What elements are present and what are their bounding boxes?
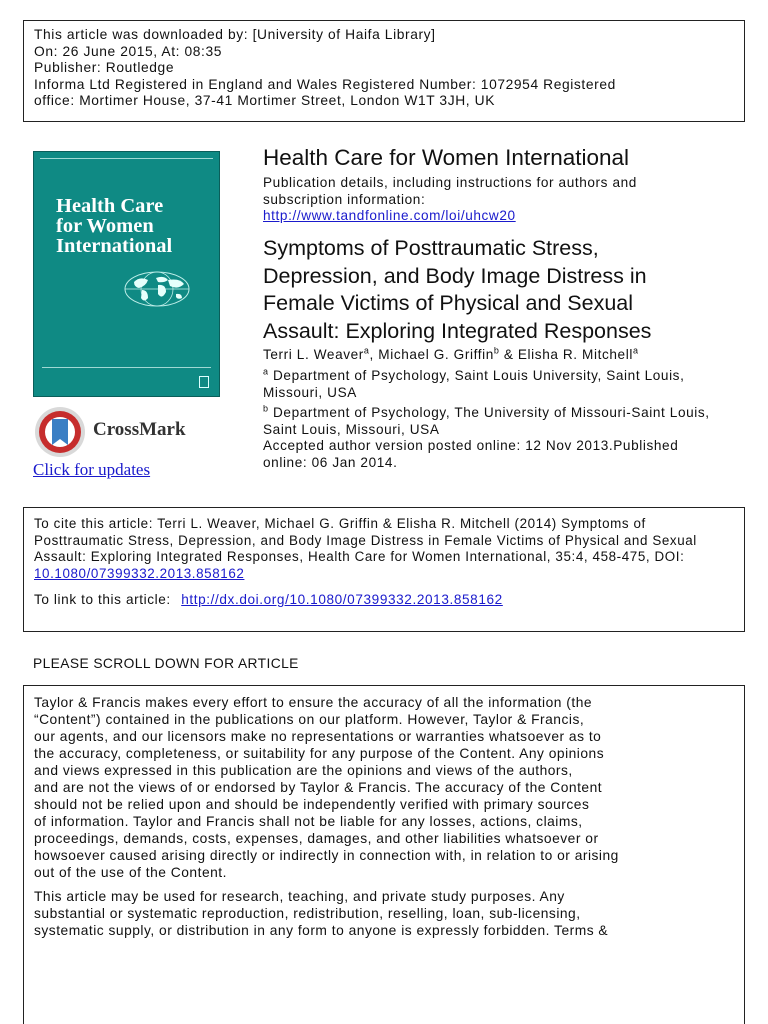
authors-line	[263, 347, 639, 364]
author-affil-mark: a	[363, 345, 370, 356]
article-title-line: Depression, and Body Image Distress in	[263, 263, 647, 288]
author-affil-mark: b	[493, 345, 500, 356]
download-date-line: On: 26 June 2015, At: 08:35	[34, 43, 223, 59]
doi-link[interactable]: 10.1080/07399332.2013.858162	[34, 565, 245, 581]
download-info-box	[23, 20, 745, 122]
citation-box	[23, 507, 745, 632]
author-affil-mark: a	[632, 345, 639, 356]
usage-line: This article may be used for research, teaching, and private study purposes. Any	[34, 889, 565, 904]
affiliation-text: Department of Psychology, The University of Missouri-Saint Louis,	[273, 405, 710, 420]
author-name: Elisha R. Mitchell	[517, 347, 633, 362]
usage-line: systematic supply, or distribution in any form to anyone is expressly forbidden. Terms &	[34, 923, 609, 938]
article-link-row	[34, 592, 734, 607]
disclaimer-line: and views expressed in this publication are the opinions and views of the authors,	[34, 763, 573, 778]
article-title-line: Assault: Exploring Integrated Responses	[263, 318, 652, 343]
disclaimer-line: proceedings, demands, costs, expenses, damages, and other liabilities whatsoever or	[34, 831, 599, 846]
affiliation-text: Missouri, USA	[263, 384, 357, 400]
journal-url-link[interactable]: http://www.tandfonline.com/loi/uhcw20	[263, 208, 516, 223]
article-title	[263, 235, 651, 345]
crossmark-label: CrossMark	[93, 419, 186, 440]
journal-title: Health Care for Women International	[263, 145, 630, 170]
affiliation-text: Department of Psychology, Saint Louis University, Saint Louis,	[273, 368, 685, 383]
citation-line: To cite this article: Terri L. Weaver, Michael G. Griffin & Elisha R. Mitchell (2014) Symptoms of	[34, 516, 646, 531]
journal-cover[interactable]	[33, 151, 220, 397]
affiliation-text: Saint Louis, Missouri, USA	[263, 421, 440, 437]
disclaimer-line: our agents, and our licensors make no representations or warranties whatsoever as to	[34, 729, 602, 744]
accepted-line: Accepted author version posted online: 12 Nov 2013.Published	[263, 438, 679, 453]
disclaimer-line: the accuracy, completeness, or suitability for any purpose of the Content. Any opinions	[34, 746, 605, 761]
click-for-updates-link[interactable]: Click for updates	[33, 460, 151, 479]
crossmark-badge[interactable]	[33, 405, 203, 457]
disclaimer-line: of information. Taylor and Francis shall not be liable for any losses, actions, claims,	[34, 814, 583, 829]
author-name: Terri L. Weaver	[263, 347, 364, 362]
registration-line: Informa Ltd Registered in England and Wales Registered Number: 1072954 Registered	[34, 76, 616, 92]
disclaimer-box	[23, 685, 745, 1024]
crossmark-icon	[33, 405, 87, 459]
citation-line: Posttraumatic Stress, Depression, and Body Image Distress in Female Victims of Physical and Sexual	[34, 532, 697, 548]
cover-title: Health Care for Women International	[56, 195, 173, 257]
author-separator: ,	[369, 347, 379, 362]
publication-details	[263, 175, 637, 225]
affiliations	[263, 368, 710, 471]
affil-mark: a	[263, 366, 269, 377]
affiliation-b	[263, 405, 710, 422]
publisher-line: Publisher: Routledge	[34, 60, 175, 75]
accepted-line: online: 06 Jan 2014.	[263, 454, 398, 470]
scroll-down-note: PLEASE SCROLL DOWN FOR ARTICLE	[33, 656, 299, 671]
disclaimer-line: should not be relied upon and should be independently verified with primary sources	[34, 797, 590, 812]
article-title-line: Symptoms of Posttraumatic Stress,	[263, 236, 599, 260]
globe-icon	[124, 270, 190, 308]
details-line: Publication details, including instructions for authors and	[263, 175, 637, 190]
citation-line: Assault: Exploring Integrated Responses, Health Care for Women International, 35:4, 458-475, DOI:	[34, 549, 685, 564]
link-label: To link to this article:	[34, 592, 171, 607]
article-doi-url-link[interactable]: http://dx.doi.org/10.1080/07399332.2013.858162	[181, 592, 503, 607]
details-line: subscription information:	[263, 191, 426, 207]
article-title-line: Female Victims of Physical and Sexual	[263, 291, 634, 315]
download-line: This article was downloaded by: [University of Haifa Library]	[34, 27, 436, 42]
office-line: office: Mortimer House, 37-41 Mortimer Street, London W1T 3JH, UK	[34, 93, 495, 108]
disclaimer-line: Taylor & Francis makes every effort to ensure the accuracy of all the information (the	[34, 695, 593, 710]
author-separator: &	[499, 347, 518, 362]
disclaimer-line: and are not the views of or endorsed by Taylor & Francis. The accuracy of the Content	[34, 780, 603, 795]
affil-mark: b	[263, 403, 269, 414]
affiliation-a	[263, 368, 710, 385]
author-name: Michael G. Griffin	[378, 347, 494, 362]
cover-top-rule	[40, 158, 213, 163]
publisher-logo-icon	[199, 376, 209, 388]
disclaimer-line: howsoever caused arising directly or indirectly in connection with, in relation to or arising	[34, 848, 619, 863]
cover-footer-rule	[42, 367, 211, 368]
disclaimer-line: “Content”) contained in the publications on our platform. However, Taylor & Francis,	[34, 712, 585, 727]
disclaimer-line: out of the use of the Content.	[34, 865, 227, 880]
usage-line: substantial or systematic reproduction, redistribution, reselling, loan, sub-licensing,	[34, 906, 581, 921]
